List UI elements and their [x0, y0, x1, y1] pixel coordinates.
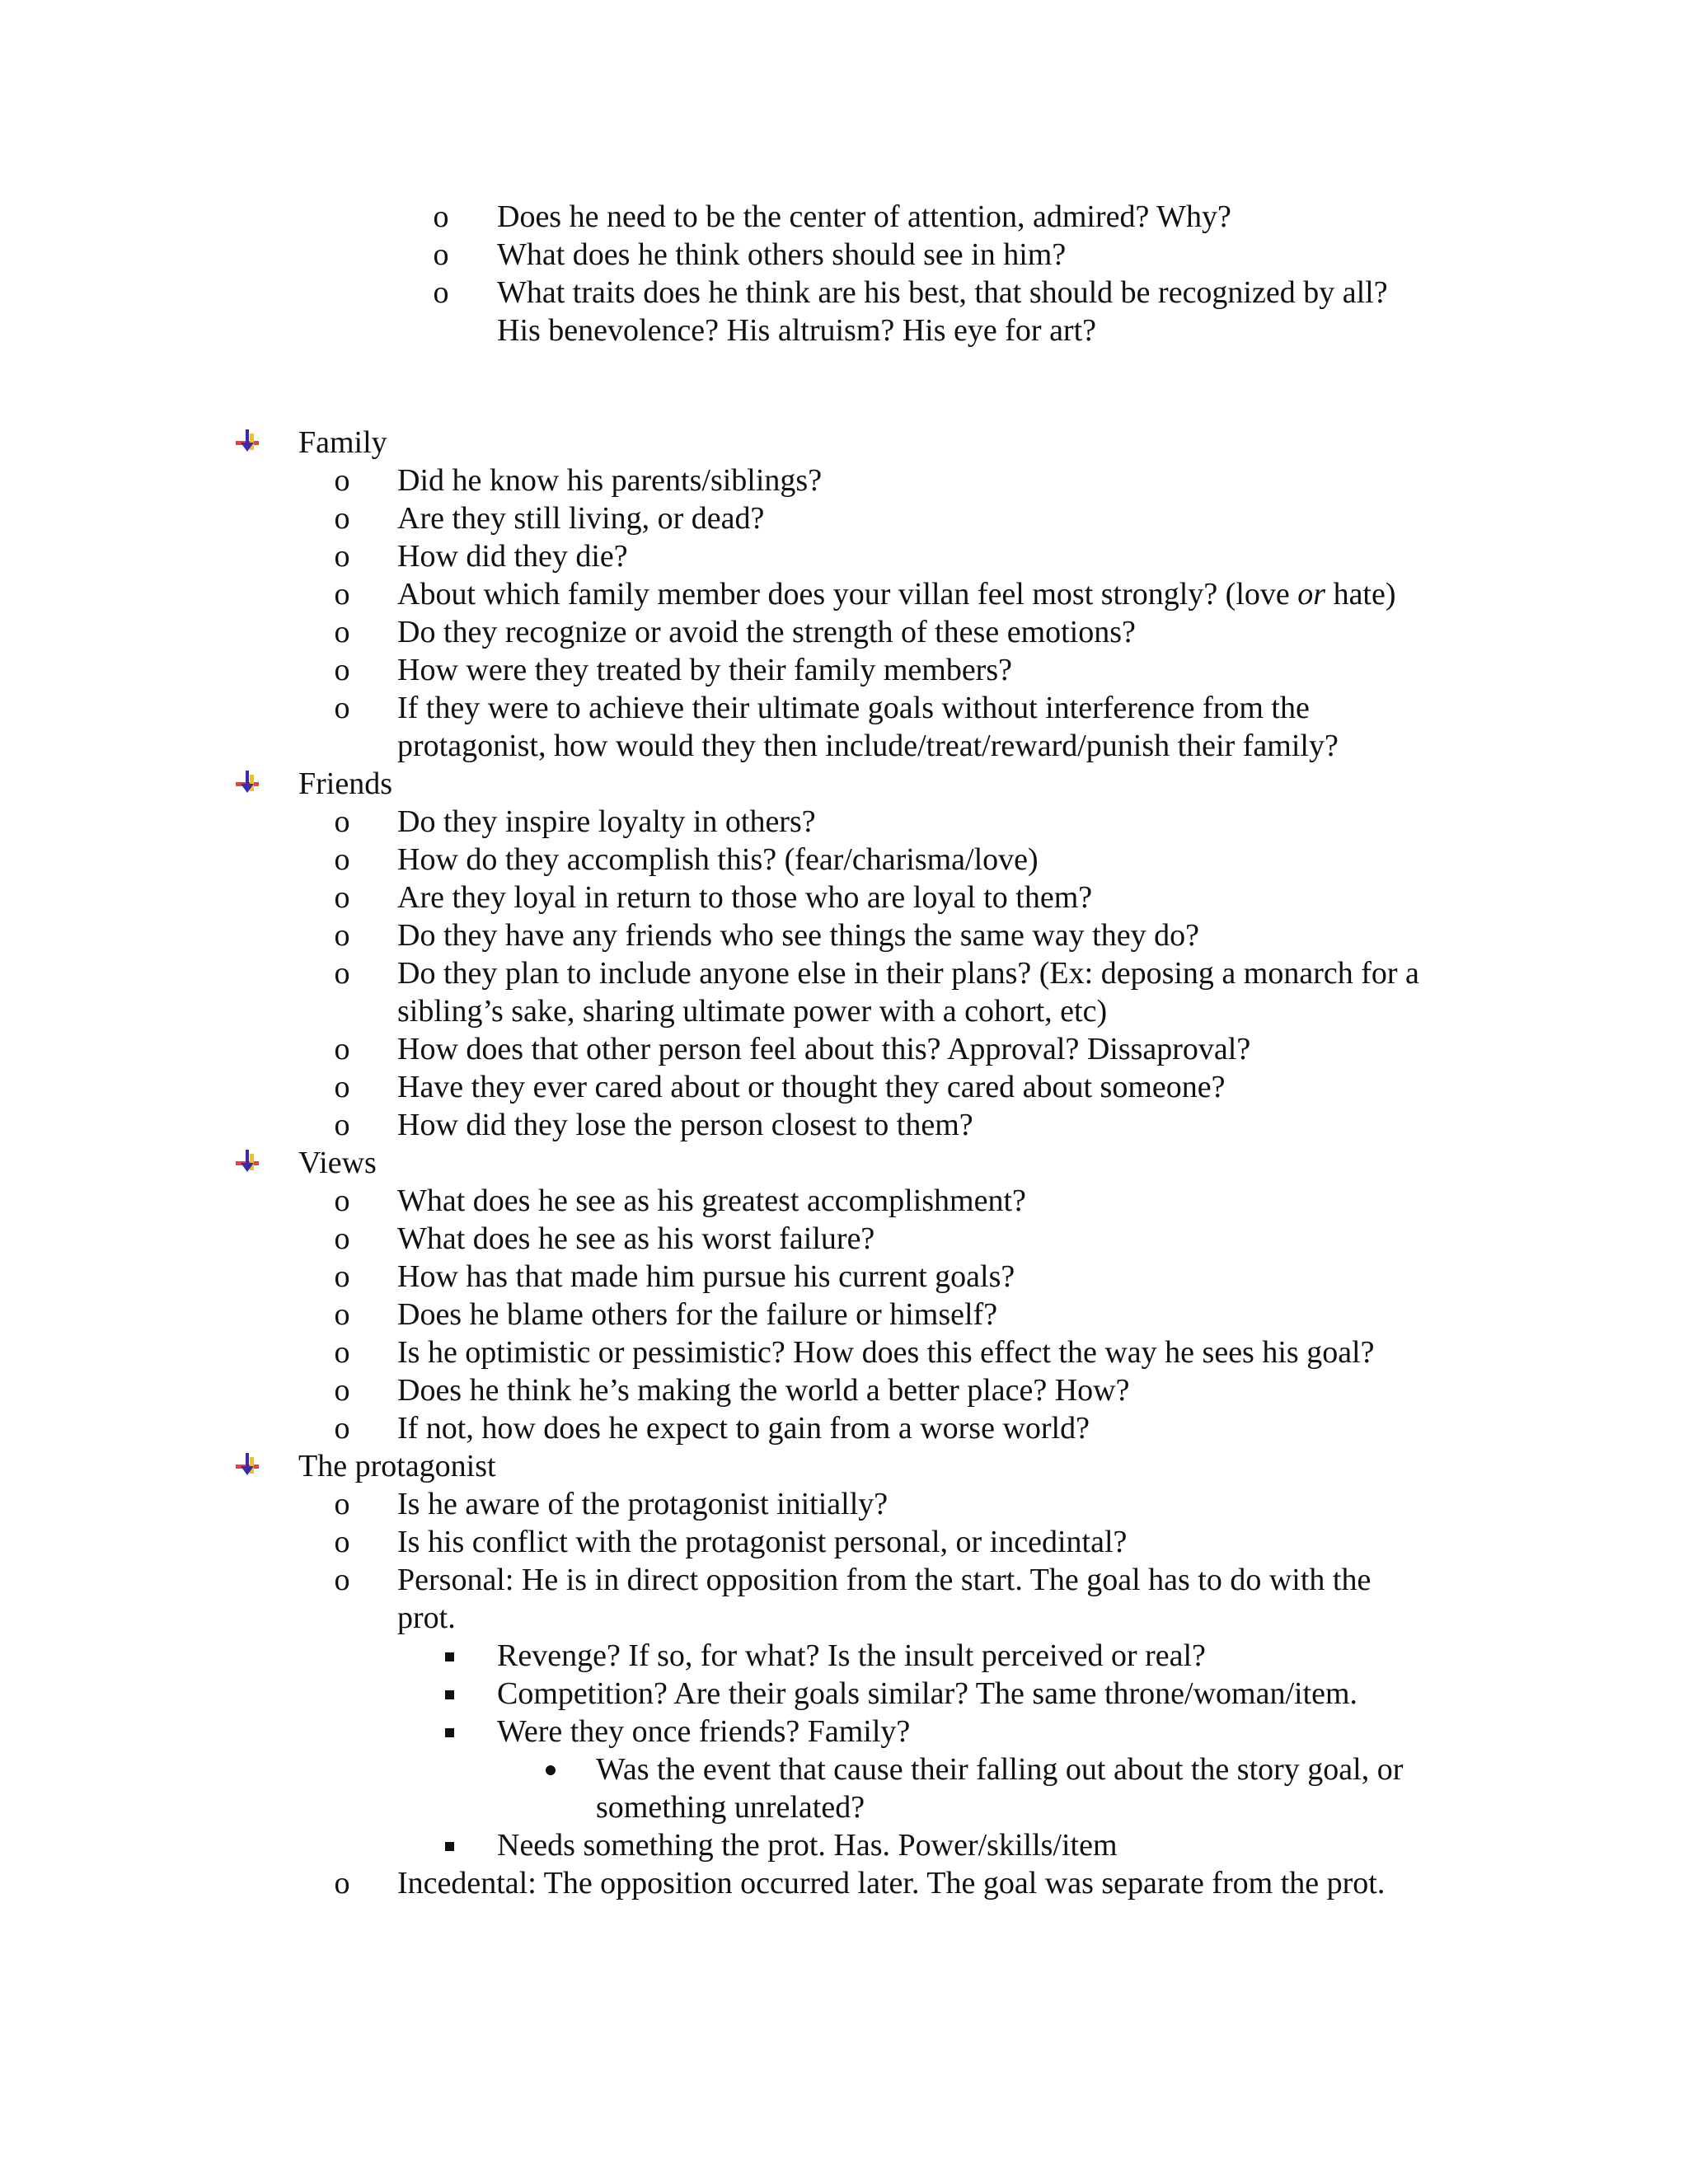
list-item: Does he think he’s making the world a better place? How?	[397, 1373, 1130, 1408]
list-item: Does he need to be the center of attention, admired? Why?	[497, 199, 1231, 234]
list-item: About which family member does your villan feel most strongly? (love or hate)	[397, 577, 1396, 612]
sub-list-item: Were they once friends? Family?	[497, 1714, 911, 1749]
circle-bullet-icon: o	[334, 1032, 350, 1066]
circle-bullet-icon: o	[334, 1373, 350, 1408]
circle-bullet-icon: o	[334, 463, 350, 498]
circle-bullet-icon: o	[334, 1525, 350, 1559]
sub-list-item: Needs something the prot. Has. Power/skills/item	[497, 1828, 1118, 1863]
list-item: If they were to achieve their ultimate goals without interference from the	[397, 691, 1310, 725]
circle-bullet-icon: o	[334, 1563, 350, 1597]
section-heading: Views	[298, 1146, 377, 1180]
list-item: How did they die?	[397, 539, 628, 574]
dot-bullet-icon	[546, 1765, 556, 1775]
list-item: Did he know his parents/siblings?	[397, 463, 823, 498]
section-heading: The protagonist	[298, 1449, 496, 1483]
list-item: prot.	[397, 1601, 456, 1635]
circle-bullet-icon: o	[433, 275, 449, 310]
circle-bullet-icon: o	[334, 918, 350, 953]
list-item: Is he aware of the protagonist initially?	[397, 1487, 889, 1521]
list-item: Do they inspire loyalty in others?	[397, 804, 816, 839]
circle-bullet-icon: o	[433, 237, 449, 272]
circle-bullet-icon: o	[334, 1866, 350, 1900]
circle-bullet-icon: o	[334, 1070, 350, 1104]
circle-bullet-icon: o	[334, 653, 350, 687]
arrow-down-cross-icon	[233, 1147, 261, 1175]
circle-bullet-icon: o	[334, 1183, 350, 1218]
circle-bullet-icon: o	[334, 1108, 350, 1142]
list-item: Do they recognize or avoid the strength of these emotions?	[397, 615, 1136, 649]
section-heading: Family	[298, 425, 387, 460]
list-item: Personal: He is in direct opposition from the start. The goal has to do with the	[397, 1563, 1372, 1597]
list-item: How did they lose the person closest to them?	[397, 1108, 973, 1142]
circle-bullet-icon: o	[334, 501, 350, 536]
square-bullet-icon	[445, 1652, 454, 1661]
list-item: What does he see as his greatest accomplishment?	[397, 1183, 1026, 1218]
list-item: Do they have any friends who see things the same way they do?	[397, 918, 1199, 953]
circle-bullet-icon: o	[334, 1487, 350, 1521]
sub-sub-list-item: something unrelated?	[596, 1790, 865, 1825]
square-bullet-icon	[445, 1842, 454, 1851]
circle-bullet-icon: o	[334, 539, 350, 574]
circle-bullet-icon: o	[334, 880, 350, 915]
sub-sub-list-item: Was the event that cause their falling out about the story goal, or	[596, 1752, 1404, 1787]
arrow-down-cross-icon	[233, 1451, 261, 1479]
arrow-down-cross-icon	[233, 768, 261, 796]
list-item: Are they still living, or dead?	[397, 501, 765, 536]
list-item: protagonist, how would they then include/treat/reward/punish their family?	[397, 729, 1339, 763]
circle-bullet-icon: o	[334, 842, 350, 877]
circle-bullet-icon: o	[334, 615, 350, 649]
sub-list-item: Competition? Are their goals similar? The same throne/woman/item.	[497, 1676, 1358, 1711]
sub-list-item: Revenge? If so, for what? Is the insult perceived or real?	[497, 1638, 1206, 1673]
list-item: Incedental: The opposition occurred later. The goal was separate from the prot.	[397, 1866, 1386, 1900]
square-bullet-icon	[445, 1690, 454, 1699]
list-item: If not, how does he expect to gain from a worse world?	[397, 1411, 1090, 1446]
list-item: Does he blame others for the failure or himself?	[397, 1297, 998, 1332]
circle-bullet-icon: o	[334, 804, 350, 839]
circle-bullet-icon: o	[334, 691, 350, 725]
list-item: How has that made him pursue his current goals?	[397, 1259, 1015, 1294]
list-item: What traits does he think are his best, that should be recognized by all?	[497, 275, 1388, 310]
circle-bullet-icon: o	[334, 1335, 350, 1370]
list-item: sibling’s sake, sharing ultimate power with a cohort, etc)	[397, 994, 1108, 1029]
square-bullet-icon	[445, 1728, 454, 1737]
list-item: How do they accomplish this? (fear/charisma/love)	[397, 842, 1039, 877]
circle-bullet-icon: o	[334, 1221, 350, 1256]
list-item: Is he optimistic or pessimistic? How does this effect the way he sees his goal?	[397, 1335, 1375, 1370]
section-heading: Friends	[298, 766, 392, 801]
list-item: How were they treated by their family members?	[397, 653, 1012, 687]
arrow-down-cross-icon	[233, 427, 261, 455]
list-item: How does that other person feel about this? Approval? Dissaproval?	[397, 1032, 1251, 1066]
list-item: His benevolence? His altruism? His eye for art?	[497, 313, 1097, 348]
list-item: Are they loyal in return to those who are loyal to them?	[397, 880, 1093, 915]
list-item: Have they ever cared about or thought they cared about someone?	[397, 1070, 1226, 1104]
list-item: Do they plan to include anyone else in their plans? (Ex: deposing a monarch for a	[397, 956, 1419, 991]
list-item: Is his conflict with the protagonist personal, or incedintal?	[397, 1525, 1128, 1559]
circle-bullet-icon: o	[334, 577, 350, 612]
circle-bullet-icon: o	[334, 956, 350, 991]
list-item: What does he see as his worst failure?	[397, 1221, 875, 1256]
list-item: What does he think others should see in him?	[497, 237, 1067, 272]
circle-bullet-icon: o	[433, 199, 449, 234]
circle-bullet-icon: o	[334, 1259, 350, 1294]
circle-bullet-icon: o	[334, 1297, 350, 1332]
circle-bullet-icon: o	[334, 1411, 350, 1446]
